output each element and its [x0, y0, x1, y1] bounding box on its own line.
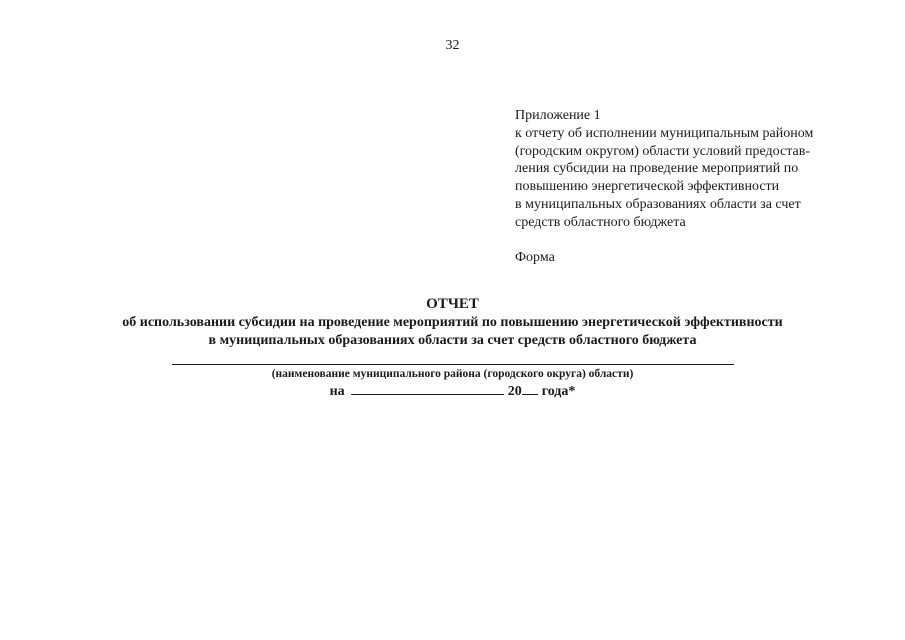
appendix-line: в муниципальных образованиях области за счет — [515, 196, 801, 212]
report-date-row — [0, 382, 905, 401]
appendix-line: повышению энергетической эффективности — [515, 179, 780, 195]
page-number: 32 — [445, 38, 460, 53]
date-blank-line — [351, 382, 504, 395]
municipality-name-caption: (наименование муниципального района (городского округа) области) — [271, 368, 634, 380]
report-title: ОТЧЕТ — [426, 296, 479, 312]
appendix-line: ления субсидии на проведение мероприятий по — [515, 161, 799, 177]
year-blank-line — [522, 382, 538, 395]
appendix-line: к отчету об исполнении муниципальным районом — [515, 125, 814, 141]
date-prefix: на — [329, 384, 345, 399]
municipality-name-line — [172, 364, 734, 365]
year-suffix: года* — [541, 384, 576, 399]
report-subtitle-line: в муниципальных образованиях области за счет средств областного бюджета — [208, 333, 697, 348]
appendix-block — [515, 107, 855, 266]
report-subtitle-line: об использовании субсидии на проведение мероприятий по повышению энергетической эффективности — [122, 315, 783, 330]
form-label: Форма — [515, 249, 555, 265]
appendix-line: (городским округом) области условий предостав- — [515, 143, 810, 159]
year-prefix: 20 — [507, 384, 522, 399]
appendix-line: Приложение 1 — [515, 108, 601, 123]
report-header — [0, 295, 905, 350]
appendix-line: средств областного бюджета — [515, 214, 686, 230]
